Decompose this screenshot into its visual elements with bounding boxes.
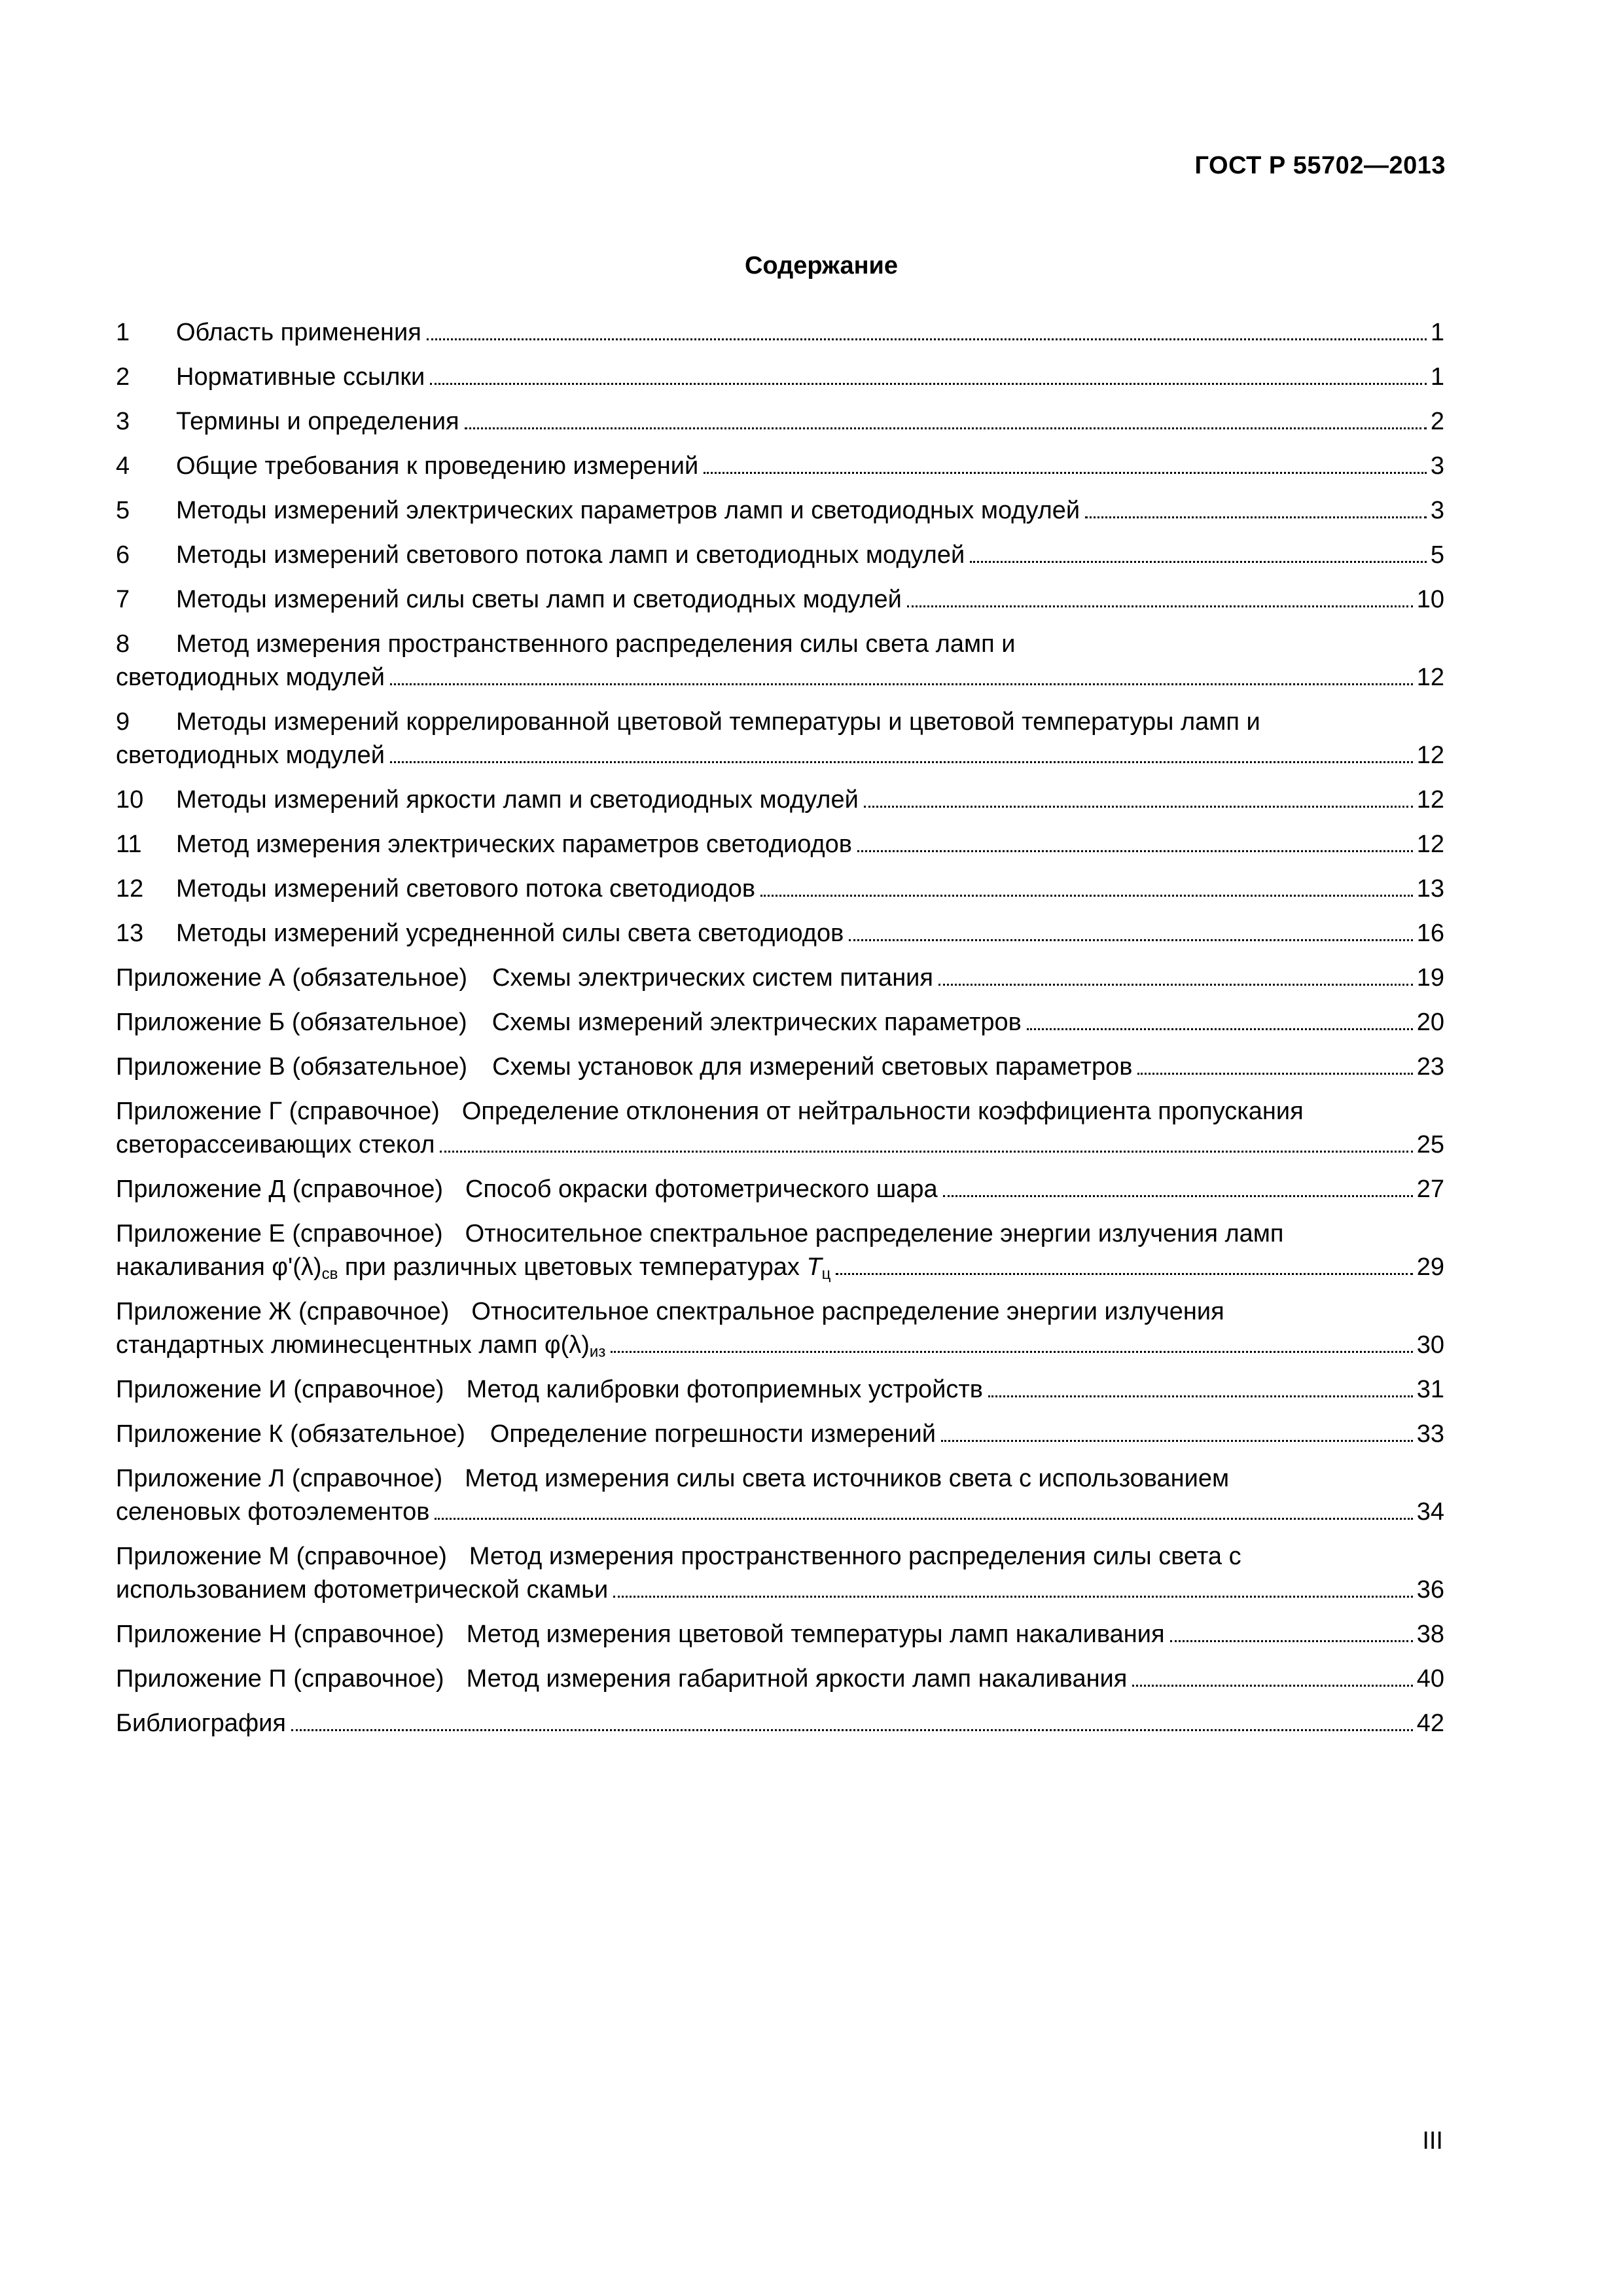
toc-appendix-m[interactable]: Приложение М (справочное) Метод измерения пространственного распределения силы света с использованием фотометрической скамьи 36 (116, 1543, 1444, 1604)
toc-entry-10[interactable]: 10 Методы измерений яркости ламп и светодиодных модулей 12 (116, 786, 1444, 814)
toc-entry-13[interactable]: 13 Методы измерений усредненной силы света светодиодов 16 (116, 920, 1444, 947)
table-of-contents (116, 316, 1444, 1751)
toc-entry-11[interactable]: 11 Метод измерения электрических параметров светодиодов 12 (116, 831, 1444, 858)
toc-appendix-l[interactable]: Приложение Л (справочное) Метод измерения силы света источников света с использованием селеновых фотоэлементов 34 (116, 1465, 1444, 1526)
toc-entry-4[interactable]: 4 Общие требования к проведению измерений 3 (116, 452, 1444, 480)
toc-appendix-b[interactable]: Приложение Б (обязательное) Схемы измерений электрических параметров 20 (116, 1009, 1444, 1036)
toc-appendix-e[interactable]: Приложение Е (справочное) Относительное спектральное распределение энергии излучения ламп накаливания $\varphi'(\lambda)_{св}$ при различных цветовых температурах $T_ц$ 29 (116, 1220, 1444, 1283)
toc-appendix-i[interactable]: Приложение И (справочное) Метод калибровки фотоприемных устройств 31 (116, 1376, 1444, 1403)
toc-entry-2[interactable]: 2 Нормативные ссылки 1 (116, 363, 1444, 391)
toc-appendix-v[interactable]: Приложение В (обязательное) Схемы установок для измерений световых параметров 23 (116, 1053, 1444, 1081)
toc-appendix-k[interactable]: Приложение К (обязательное) Определение погрешности измерений 33 (116, 1420, 1444, 1448)
toc-entry-5[interactable]: 5 Методы измерений электрических параметров ламп и светодиодных модулей 3 (116, 497, 1444, 524)
toc-entry-9[interactable]: 9 Методы измерений коррелированной цветовой температуры и цветовой температуры ламп и светодиодных модулей 12 (116, 708, 1444, 769)
toc-appendix-a[interactable]: Приложение А (обязательное) Схемы электрических систем питания 19 (116, 964, 1444, 992)
toc-appendix-p[interactable]: Приложение П (справочное) Метод измерения габаритной яркости ламп накаливания 40 (116, 1665, 1444, 1693)
toc-entry-8[interactable]: 8 Метод измерения пространственного распределения силы света ламп и светодиодных модулей 12 (116, 630, 1444, 691)
page-number: III (1422, 2127, 1443, 2155)
toc-entry-1[interactable]: 1 Область применения 1 (116, 319, 1444, 346)
toc-title: Содержание (744, 252, 899, 279)
toc-entry-3[interactable]: 3 Термины и определения 2 (116, 408, 1444, 435)
toc-entry-7[interactable]: 7 Методы измерений силы светы ламп и светодиодных модулей 10 (116, 586, 1444, 613)
toc-appendix-d[interactable]: Приложение Д (справочное) Способ окраски фотометрического шара 27 (116, 1175, 1444, 1203)
toc-bibliography[interactable]: Библиография 42 (116, 1710, 1444, 1737)
toc-appendix-zh[interactable]: Приложение Ж (справочное) Относительное спектральное распределение энергии излучения стандартных люминесцентных ламп $\varphi(\lambda)_{из}$ 30 (116, 1298, 1444, 1361)
standard-number: ГОСТ Р 55702—2013 (1194, 152, 1446, 179)
toc-entry-6[interactable]: 6 Методы измерений светового потока ламп и светодиодных модулей 5 (116, 541, 1444, 569)
toc-appendix-g[interactable]: Приложение Г (справочное) Определение отклонения от нейтральности коэффициента пропускания светорассеивающих стекол 25 (116, 1098, 1444, 1158)
toc-appendix-n[interactable]: Приложение Н (справочное) Метод измерения цветовой температуры ламп накаливания 38 (116, 1621, 1444, 1648)
toc-entry-12[interactable]: 12 Методы измерений светового потока светодиодов 13 (116, 875, 1444, 903)
